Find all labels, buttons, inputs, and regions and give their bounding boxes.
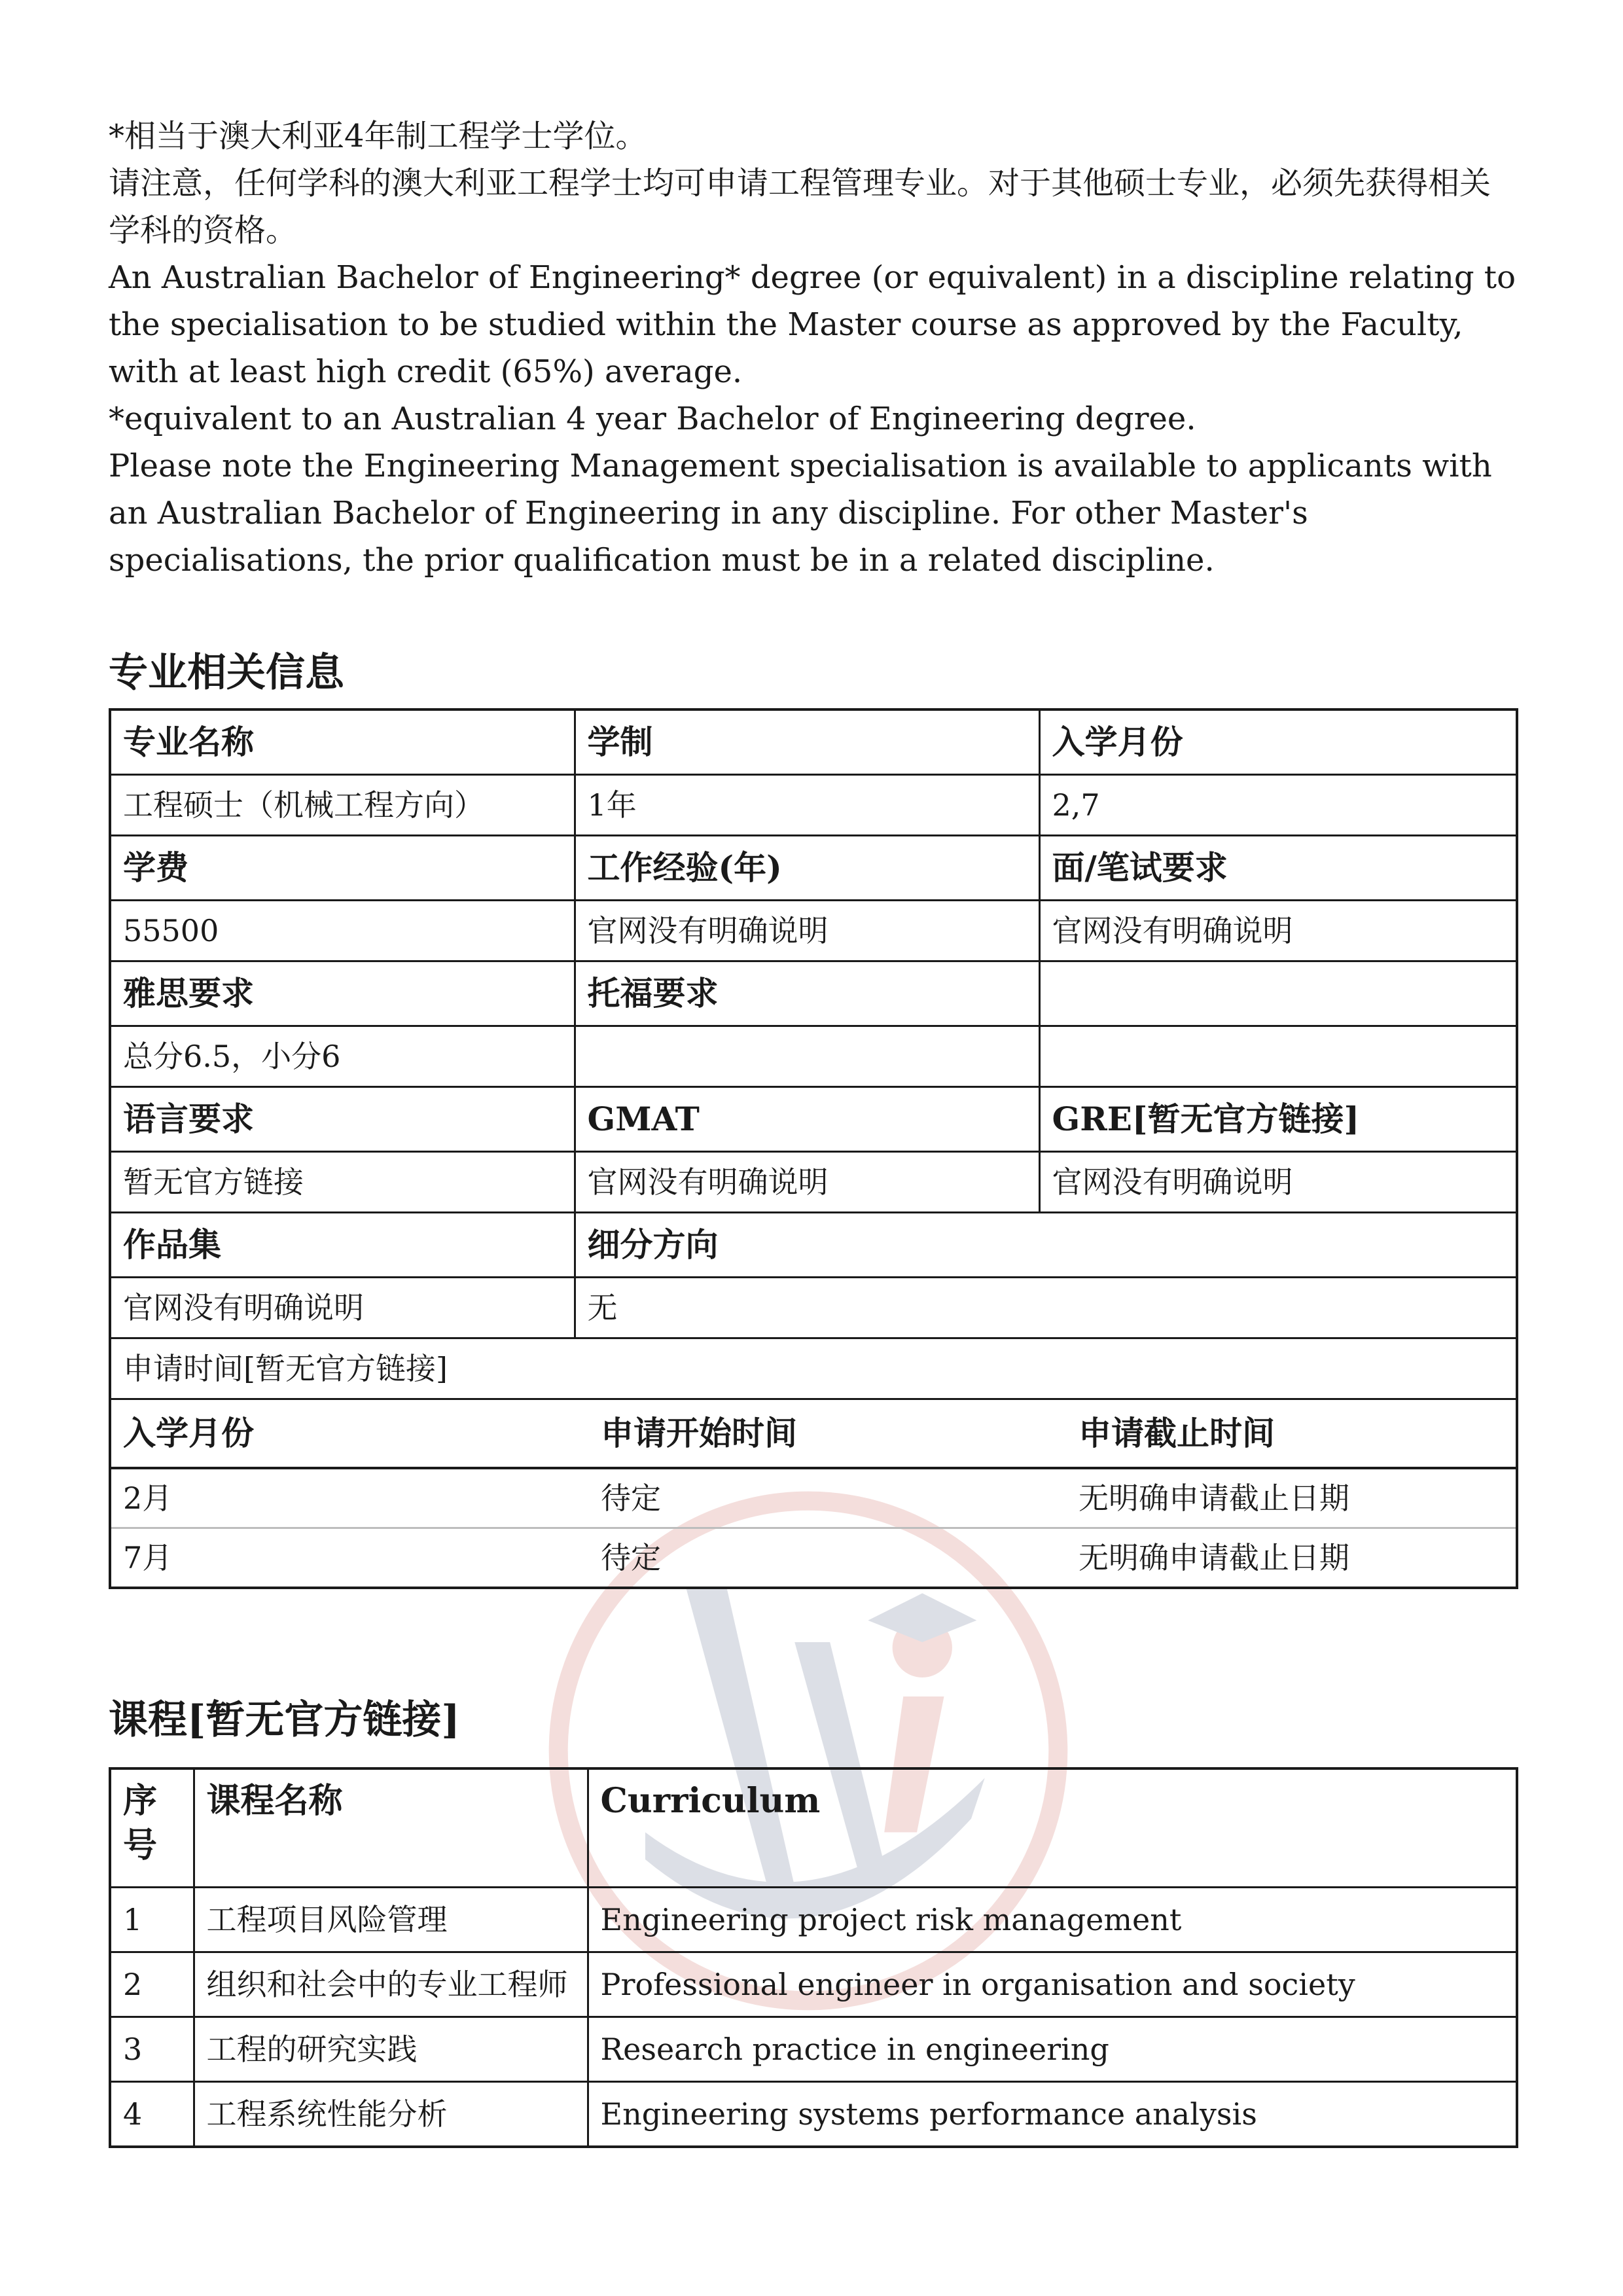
course-name: 工程系统性能分析 (194, 2082, 588, 2147)
course-curriculum: Engineering project risk management (588, 1888, 1517, 1952)
ielts-label: 雅思要求 (110, 961, 575, 1026)
intake: 2,7 (1039, 775, 1517, 836)
toefl-label: 托福要求 (575, 961, 1039, 1026)
intake-label: 入学月份 (1039, 709, 1517, 775)
application-time-label: 申请时间[暂无官方链接] (110, 1338, 1517, 1399)
portfolio: 官网没有明确说明 (110, 1278, 575, 1338)
course-table (109, 1767, 1518, 2148)
specialisation: 无 (575, 1278, 1517, 1338)
program-info-table (109, 708, 1518, 1589)
application-schedule-table (111, 1400, 1518, 1587)
app-deadline: 无明确申请截止日期 (1067, 1468, 1518, 1528)
course-name: 组织和社会中的专业工程师 (194, 1952, 588, 2017)
course-name: 工程的研究实践 (194, 2017, 588, 2082)
table-row (110, 1888, 1517, 1952)
app-header-deadline: 申请截止时间 (1067, 1400, 1518, 1468)
language-label: 语言要求 (110, 1087, 575, 1152)
tuition-label: 学费 (110, 836, 575, 901)
duration-label: 学制 (575, 709, 1039, 775)
intro-line: *相当于澳大利亚4年制工程学士学位。 (109, 118, 647, 154)
ielts: 总分6.5，小分6 (110, 1026, 575, 1087)
course-index: 4 (110, 2082, 194, 2147)
application-schedule (110, 1399, 1517, 1588)
empty-cell (1039, 961, 1517, 1026)
interview-label: 面/笔试要求 (1039, 836, 1517, 901)
portfolio-label: 作品集 (110, 1213, 575, 1278)
course-curriculum: Research practice in engineering (588, 2017, 1517, 2082)
intro-line: *equivalent to an Australian 4 year Bachelor of Engineering degree. (109, 401, 1196, 437)
table-row (110, 2082, 1517, 2147)
intro-line: 请注意，任何学科的澳大利亚工程学士均可申请工程管理专业。对于其他硕士专业，必须先获得相关学科的资格。 (109, 165, 1491, 249)
toefl (575, 1026, 1039, 1087)
app-header-start: 申请开始时间 (589, 1400, 1067, 1468)
page-content (109, 113, 1516, 2132)
course-curriculum: Professional engineer in organisation and society (588, 1952, 1517, 2017)
gmat: 官网没有明确说明 (575, 1152, 1039, 1213)
app-deadline: 无明确申请截止日期 (1079, 1540, 1349, 1575)
table-row (111, 1528, 1518, 1587)
app-header-intake: 入学月份 (111, 1400, 589, 1468)
course-header-curriculum: Curriculum (588, 1768, 1517, 1888)
course-header-index: 序号 (110, 1768, 194, 1888)
program-name: 工程硕士（机械工程方向） (110, 775, 575, 836)
course-index: 2 (110, 1952, 194, 2017)
course-name: 工程项目风险管理 (194, 1888, 588, 1952)
tuition: 55500 (110, 901, 575, 961)
empty-cell (1039, 1026, 1517, 1087)
course-curriculum: Engineering systems performance analysis (588, 2082, 1517, 2147)
app-intake: 7月 (123, 1540, 173, 1575)
program-name-label: 专业名称 (110, 709, 575, 775)
app-start: 待定 (601, 1540, 661, 1575)
info-section-title: 专业相关信息 (109, 650, 344, 696)
gre-label: GRE[暂无官方链接] (1039, 1087, 1517, 1152)
intro-line: An Australian Bachelor of Engineering* degree (or equivalent) in a discipline relating to the specialisation to be studied within the Master course as approved by the Faculty, with at least high credit (65%) average. (109, 259, 1516, 390)
work-exp: 官网没有明确说明 (575, 901, 1039, 961)
duration: 1年 (575, 775, 1039, 836)
table-row (110, 2017, 1517, 2082)
course-header-name: 课程名称 (194, 1768, 588, 1888)
gmat-label: GMAT (575, 1087, 1039, 1152)
table-row (110, 1952, 1517, 2017)
language: 暂无官方链接 (110, 1152, 575, 1213)
intro-text (109, 113, 1516, 584)
work-exp-label: 工作经验(年) (575, 836, 1039, 901)
specialisation-label: 细分方向 (575, 1213, 1517, 1278)
gre: 官网没有明确说明 (1039, 1152, 1517, 1213)
course-index: 1 (110, 1888, 194, 1952)
table-row (111, 1468, 1518, 1528)
intro-line: Please note the Engineering Management specialisation is available to applicants with an Australian Bachelor of Engineering in any discipline. For other Master's specialisations, the prior qualification must be in a related discipline. (109, 448, 1492, 579)
app-intake: 2月 (111, 1468, 589, 1528)
interview: 官网没有明确说明 (1039, 901, 1517, 961)
course-index: 3 (110, 2017, 194, 2082)
app-start: 待定 (589, 1468, 1067, 1528)
courses-section-title: 课程[暂无官方链接] (109, 1697, 460, 1743)
